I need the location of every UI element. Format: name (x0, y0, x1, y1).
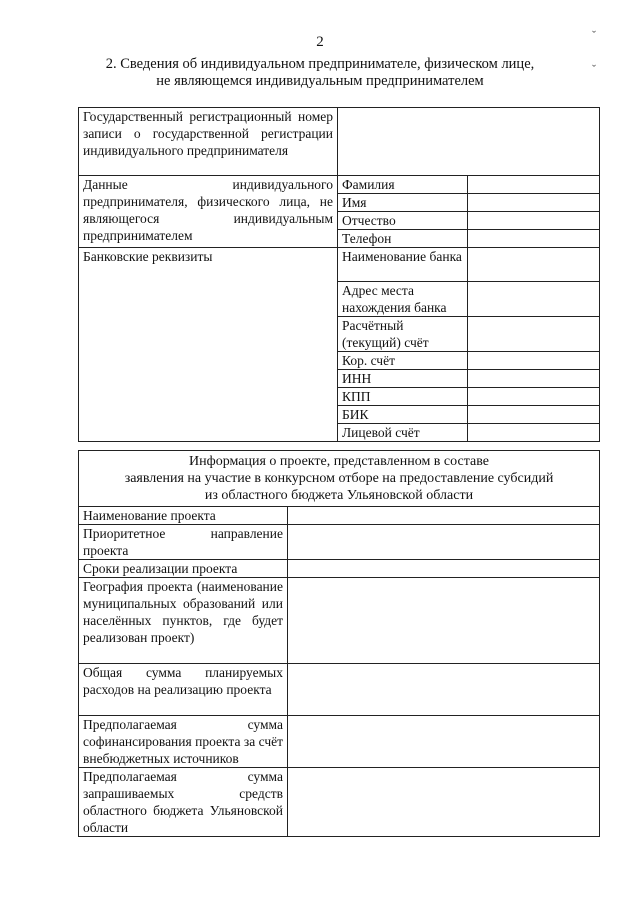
bik-value[interactable] (468, 406, 600, 424)
scan-mark: ˇ (592, 62, 596, 76)
project-timeline-label: Сроки реализации проекта (79, 560, 288, 578)
corr-account-label: Кор. счёт (338, 352, 468, 370)
header-line3: из областного бюджета Ульяновской области (204, 488, 474, 503)
page-number: 2 (316, 34, 324, 50)
project-table-header (79, 451, 600, 507)
name-value[interactable] (468, 194, 600, 212)
header-line1: Информация о проекте, представленном в составе (189, 454, 489, 469)
personal-data-label: Данные индивидуального предпринимателя, физического лица, не являющегося индивидуальным предпринимателем (79, 176, 338, 248)
priority-direction-value[interactable] (288, 525, 600, 560)
requested-funds-value[interactable] (288, 768, 600, 837)
cofinancing-value[interactable] (288, 716, 600, 768)
settlement-account-label: Расчётный (текущий) счёт (338, 317, 468, 352)
project-info-table (78, 450, 600, 837)
priority-direction-label: Приоритетное направление проекта (79, 525, 288, 560)
phone-value[interactable] (468, 230, 600, 248)
surname-value[interactable] (468, 176, 600, 194)
phone-label: Телефон (338, 230, 468, 248)
project-name-value[interactable] (288, 507, 600, 525)
project-geography-value[interactable] (288, 578, 600, 664)
settlement-account-value[interactable] (468, 317, 600, 352)
bik-label: БИК (338, 406, 468, 424)
bank-name-value[interactable] (468, 248, 600, 282)
project-timeline-value[interactable] (288, 560, 600, 578)
total-expenses-value[interactable] (288, 664, 600, 716)
patronymic-value[interactable] (468, 212, 600, 230)
corr-account-value[interactable] (468, 352, 600, 370)
header-line2: заявления на участие в конкурсном отборе на предоставление субсидий (124, 471, 554, 486)
bank-name-label: Наименование банка (338, 248, 468, 282)
section-title (60, 56, 580, 90)
inn-label: ИНН (338, 370, 468, 388)
kpp-value[interactable] (468, 388, 600, 406)
project-name-label: Наименование проекта (79, 507, 288, 525)
entrepreneur-info-table (78, 107, 600, 442)
inn-value[interactable] (468, 370, 600, 388)
patronymic-label: Отчество (338, 212, 468, 230)
section-title-line2: не являющемся индивидуальным предпринимателем (156, 73, 484, 89)
bank-address-value[interactable] (468, 282, 600, 317)
surname-label: Фамилия (338, 176, 468, 194)
scan-mark: ˇ (592, 28, 596, 42)
total-expenses-label: Общая сумма планируемых расходов на реализацию проекта (79, 664, 288, 716)
section-title-line1: 2. Сведения об индивидуальном предпринимателе, физическом лице, (105, 56, 535, 72)
bank-address-label: Адрес места нахождения банка (338, 282, 468, 317)
project-geography-label: География проекта (наименование муниципальных образований или населённых пунктов, где будет реализован проект) (79, 578, 288, 664)
reg-number-label: Государственный регистрационный номер записи о государственной регистрации индивидуального предпринимателя (79, 108, 338, 176)
name-label: Имя (338, 194, 468, 212)
kpp-label: КПП (338, 388, 468, 406)
cofinancing-label: Предполагаемая сумма софинансирования проекта за счёт внебюджетных источников (79, 716, 288, 768)
reg-number-value[interactable] (338, 108, 600, 176)
bank-details-label: Банковские реквизиты (79, 248, 338, 442)
requested-funds-label: Предполагаемая сумма запрашиваемых средств областного бюджета Ульяновской области (79, 768, 288, 837)
personal-account-value[interactable] (468, 424, 600, 442)
personal-account-label: Лицевой счёт (338, 424, 468, 442)
